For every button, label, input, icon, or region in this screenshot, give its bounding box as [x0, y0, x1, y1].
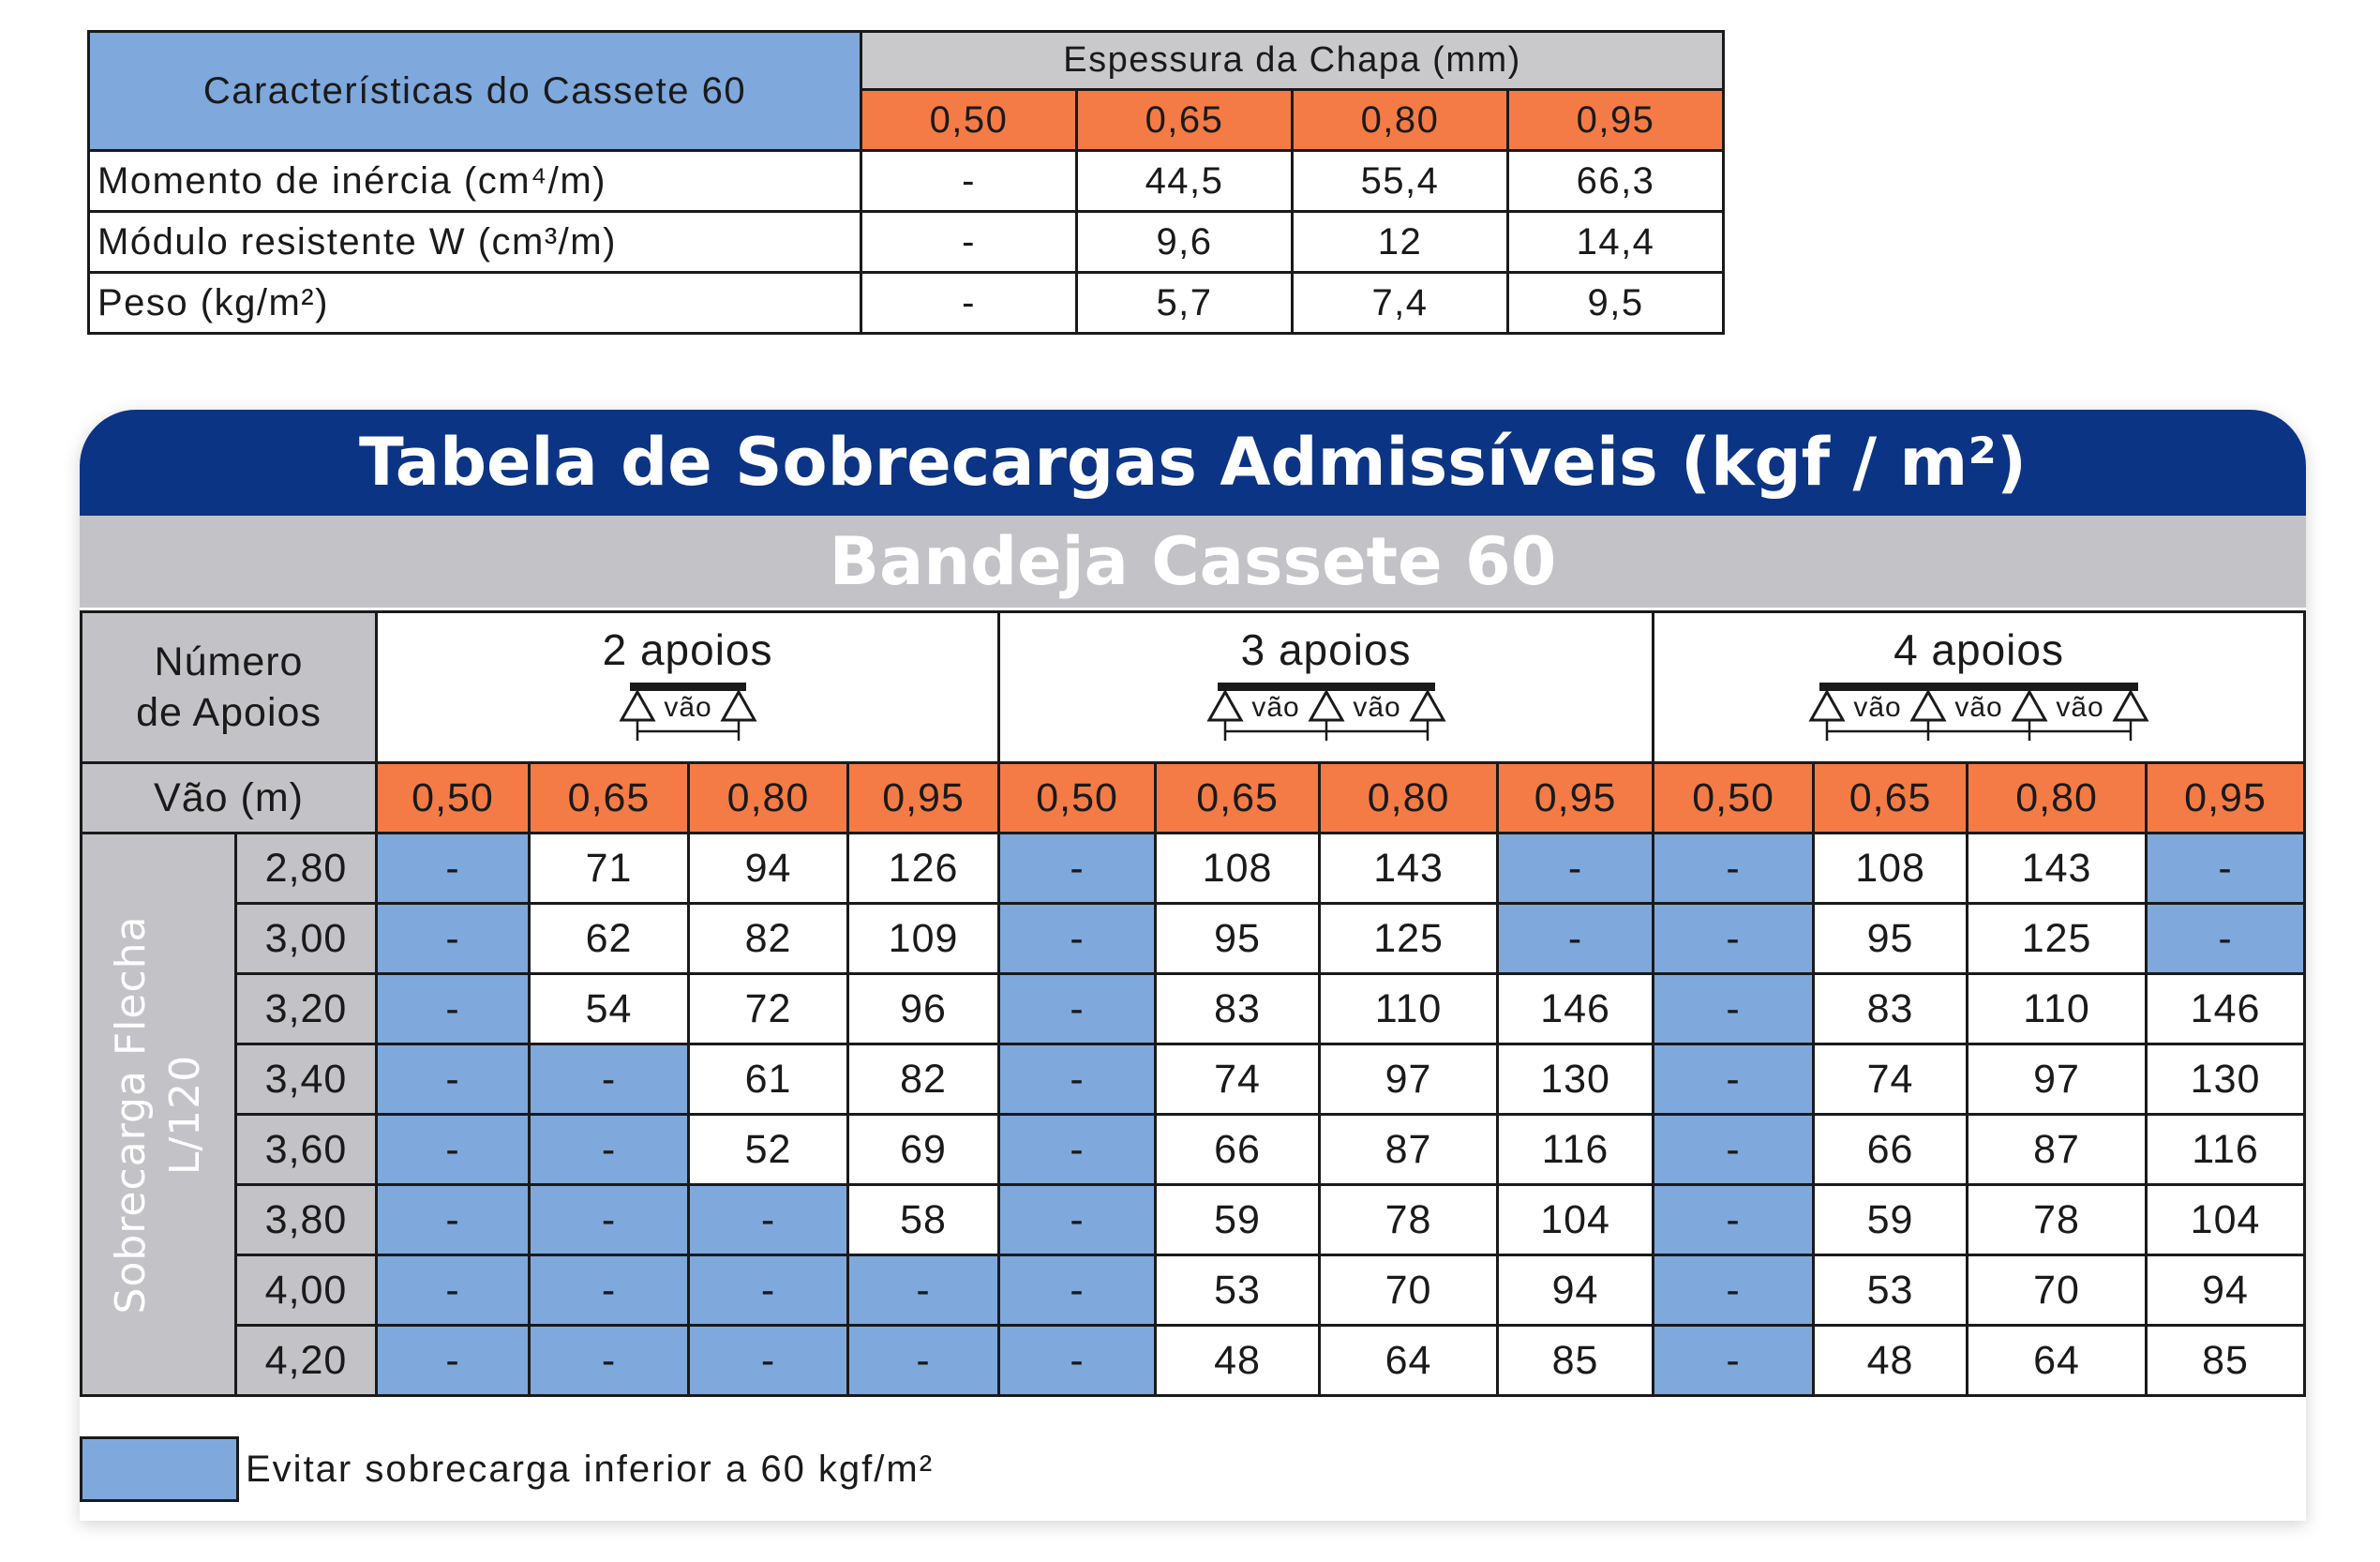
load-value-cell: 125	[1968, 904, 2147, 974]
load-value-cell: -	[1654, 834, 1814, 904]
load-value-cell: -	[377, 1044, 530, 1115]
load-value-cell: 104	[2147, 1185, 2305, 1255]
load-value-cell: -	[689, 1255, 848, 1326]
span-word-label: vão	[1250, 692, 1300, 723]
load-value-cell: -	[1654, 974, 1814, 1044]
load-value-cell: 48	[1814, 1326, 1968, 1396]
span-value: 3,40	[236, 1044, 377, 1115]
thickness-header: 0,65	[1077, 90, 1293, 151]
load-value-cell: -	[999, 1044, 1156, 1115]
load-value-cell: -	[377, 904, 530, 974]
load-value-cell: -	[377, 1115, 530, 1185]
side-label-line: L/120	[161, 1054, 209, 1175]
row-label: Módulo resistente W (cm³/m)	[89, 212, 861, 273]
load-value-cell: 64	[1320, 1326, 1498, 1396]
load-value-cell: 78	[1320, 1185, 1498, 1255]
support-triangle-icon	[621, 692, 653, 720]
span-value: 3,20	[236, 974, 377, 1044]
span-word-label: vão	[1352, 692, 1401, 723]
load-value-cell: -	[530, 1255, 689, 1326]
side-label-cell	[82, 834, 236, 1396]
load-value-cell: -	[999, 974, 1156, 1044]
load-value-cell: -	[1498, 834, 1654, 904]
load-value-cell: 125	[1320, 904, 1498, 974]
side-label	[104, 915, 213, 1314]
load-value-cell: 96	[848, 974, 999, 1044]
beam-shape	[1819, 683, 2138, 691]
load-value-cell: 94	[1498, 1255, 1654, 1326]
load-value-cell: -	[848, 1255, 999, 1326]
load-value-cell: 85	[1498, 1326, 1654, 1396]
row-label: Momento de inércia (cm⁴/m)	[89, 151, 861, 212]
load-value-cell: -	[1654, 1255, 1814, 1326]
load-value-cell: 72	[689, 974, 848, 1044]
load-value-cell: 85	[2147, 1326, 2305, 1396]
load-value-cell: -	[999, 1255, 1156, 1326]
load-value-cell: -	[377, 834, 530, 904]
load-value-cell: 146	[2147, 974, 2305, 1044]
characteristics-table	[87, 30, 1725, 335]
table-row	[82, 1044, 2305, 1115]
load-value-cell: 83	[1156, 974, 1320, 1044]
characteristics-title: Características do Cassete 60	[89, 32, 861, 151]
load-value-cell: 126	[848, 834, 999, 904]
table-cell: 55,4	[1293, 151, 1508, 212]
load-value-cell: 66	[1156, 1115, 1320, 1185]
support-diagram-icon	[1808, 679, 2149, 744]
load-value-cell: 94	[2147, 1255, 2305, 1326]
load-value-cell: 54	[530, 974, 689, 1044]
load-value-cell: 53	[1156, 1255, 1320, 1326]
span-value: 3,60	[236, 1115, 377, 1185]
load-value-cell: 108	[1814, 834, 1968, 904]
load-value-cell: 110	[1968, 974, 2147, 1044]
load-value-cell: 104	[1498, 1185, 1654, 1255]
table-row	[82, 834, 2305, 904]
load-table-title: Tabela de Sobrecargas Admissíveis (kgf / m²)	[80, 410, 2306, 516]
load-value-cell: 69	[848, 1115, 999, 1185]
load-value-cell: -	[377, 974, 530, 1044]
load-value-cell: 70	[1320, 1255, 1498, 1326]
thickness-header: 0,95	[1498, 763, 1654, 834]
table-cell: 44,5	[1077, 151, 1293, 212]
table-row	[89, 151, 1724, 212]
number-of-supports-line: de Apoios	[136, 690, 322, 735]
load-value-cell: -	[377, 1255, 530, 1326]
load-value-cell: 116	[1498, 1115, 1654, 1185]
load-value-cell: 95	[1814, 904, 1968, 974]
number-of-supports-line: Número	[154, 639, 304, 684]
load-value-cell: -	[1654, 1115, 1814, 1185]
support-triangle-icon	[1209, 692, 1241, 720]
thickness-header: 0,50	[999, 763, 1156, 834]
load-value-cell: 52	[689, 1115, 848, 1185]
table-row	[82, 974, 2305, 1044]
support-group-header	[1654, 612, 2305, 763]
load-value-cell: 61	[689, 1044, 848, 1115]
table-cell: 9,5	[1508, 273, 1724, 334]
load-value-cell: 62	[530, 904, 689, 974]
thickness-header: 0,80	[1968, 763, 2147, 834]
load-value-cell: -	[689, 1326, 848, 1396]
support-group-label: 4 apoios	[1894, 625, 2064, 674]
span-word-label: vão	[2056, 692, 2104, 723]
load-value-cell: 74	[1814, 1044, 1968, 1115]
load-value-cell: -	[2147, 904, 2305, 974]
load-value-cell: 146	[1498, 974, 1654, 1044]
load-value-cell: -	[2147, 834, 2305, 904]
thickness-header: 0,95	[848, 763, 999, 834]
load-value-cell: 109	[848, 904, 999, 974]
span-header: Vão (m)	[82, 763, 377, 834]
load-value-cell: -	[1654, 904, 1814, 974]
table-cell: 7,4	[1293, 273, 1508, 334]
load-value-cell: 143	[1968, 834, 2147, 904]
load-value-cell: 64	[1968, 1326, 2147, 1396]
thickness-header: 0,80	[1320, 763, 1498, 834]
load-value-cell: 82	[848, 1044, 999, 1115]
span-value: 4,00	[236, 1255, 377, 1326]
thickness-header: 0,50	[377, 763, 530, 834]
load-value-cell: 97	[1968, 1044, 2147, 1115]
load-value-cell: -	[377, 1185, 530, 1255]
span-word-label: vão	[663, 692, 712, 723]
table-cell: 66,3	[1508, 151, 1724, 212]
load-value-cell: 110	[1320, 974, 1498, 1044]
thickness-header: 0,95	[2147, 763, 2305, 834]
load-value-cell: -	[999, 1115, 1156, 1185]
support-group-label: 2 apoios	[602, 625, 773, 674]
support-group-label: 3 apoios	[1240, 625, 1412, 674]
span-value: 2,80	[236, 834, 377, 904]
load-value-cell: 130	[2147, 1044, 2305, 1115]
load-value-cell: 66	[1814, 1115, 1968, 1185]
table-row	[82, 1255, 2305, 1326]
support-triangle-icon	[1811, 692, 1843, 720]
support-triangle-icon	[2115, 692, 2147, 720]
row-label: Peso (kg/m²)	[89, 273, 861, 334]
table-cell: -	[861, 212, 1077, 273]
load-value-cell: -	[999, 1185, 1156, 1255]
thickness-header: 0,65	[530, 763, 689, 834]
thickness-header: 0,95	[1508, 90, 1724, 151]
load-value-cell: 53	[1814, 1255, 1968, 1326]
support-triangle-icon	[1412, 692, 1444, 720]
load-value-cell: -	[999, 834, 1156, 904]
load-table-panel	[80, 410, 2306, 1521]
span-value: 4,20	[236, 1326, 377, 1396]
thickness-header: 0,80	[1293, 90, 1508, 151]
load-value-cell: 74	[1156, 1044, 1320, 1115]
support-diagram-icon	[619, 679, 757, 744]
load-value-cell: 87	[1968, 1115, 2147, 1185]
load-value-cell: 130	[1498, 1044, 1654, 1115]
table-row	[82, 1185, 2305, 1255]
side-label-line: Sobrecarga Flecha	[107, 915, 155, 1314]
load-value-cell: -	[530, 1326, 689, 1396]
load-value-cell: 48	[1156, 1326, 1320, 1396]
load-value-cell: 83	[1814, 974, 1968, 1044]
load-value-cell: -	[377, 1326, 530, 1396]
thickness-header: 0,80	[689, 763, 848, 834]
thickness-header: 0,50	[861, 90, 1077, 151]
legend-text: Evitar sobrecarga inferior a 60 kgf/m²	[246, 1449, 935, 1490]
load-value-cell: 116	[2147, 1115, 2305, 1185]
table-cell: -	[861, 151, 1077, 212]
span-word-label: vão	[1853, 692, 1902, 723]
number-of-supports-header	[82, 612, 377, 763]
load-value-cell: -	[1654, 1326, 1814, 1396]
thickness-group-header: Espessura da Chapa (mm)	[861, 32, 1724, 90]
load-value-cell: -	[530, 1115, 689, 1185]
span-value: 3,00	[236, 904, 377, 974]
beam-shape	[630, 683, 746, 691]
table-row	[82, 1115, 2305, 1185]
load-value-cell: -	[530, 1185, 689, 1255]
load-value-cell: 78	[1968, 1185, 2147, 1255]
table-row	[82, 1326, 2305, 1396]
support-triangle-icon	[1310, 692, 1342, 720]
load-value-cell: 82	[689, 904, 848, 974]
load-value-cell: 71	[530, 834, 689, 904]
support-diagram-icon	[1206, 679, 1446, 744]
load-value-cell: -	[530, 1044, 689, 1115]
table-row	[89, 212, 1724, 273]
load-value-cell: -	[1654, 1185, 1814, 1255]
support-group-header	[999, 612, 1654, 763]
table-cell: 5,7	[1077, 273, 1293, 334]
load-value-cell: -	[1498, 904, 1654, 974]
load-table	[80, 610, 2306, 1397]
load-value-cell: 108	[1156, 834, 1320, 904]
load-value-cell: 70	[1968, 1255, 2147, 1326]
table-cell: 9,6	[1077, 212, 1293, 273]
table-row	[82, 904, 2305, 974]
load-value-cell: -	[1654, 1044, 1814, 1115]
table-row	[89, 273, 1724, 334]
load-value-cell: 59	[1156, 1185, 1320, 1255]
load-value-cell: -	[999, 1326, 1156, 1396]
table-cell: -	[861, 273, 1077, 334]
load-value-cell: -	[689, 1185, 848, 1255]
load-table-subtitle: Bandeja Cassete 60	[80, 516, 2306, 608]
span-value: 3,80	[236, 1185, 377, 1255]
thickness-header: 0,65	[1156, 763, 1320, 834]
load-value-cell: 58	[848, 1185, 999, 1255]
load-value-cell: -	[999, 904, 1156, 974]
load-value-cell: 94	[689, 834, 848, 904]
table-cell: 14,4	[1508, 212, 1724, 273]
support-triangle-icon	[723, 692, 755, 720]
legend-swatch	[80, 1436, 239, 1502]
span-word-label: vão	[1954, 692, 2003, 723]
load-value-cell: 97	[1320, 1044, 1498, 1115]
load-value-cell: 143	[1320, 834, 1498, 904]
thickness-header: 0,50	[1654, 763, 1814, 834]
thickness-header: 0,65	[1814, 763, 1968, 834]
load-value-cell: 95	[1156, 904, 1320, 974]
support-triangle-icon	[1912, 692, 1944, 720]
support-triangle-icon	[2013, 692, 2045, 720]
load-value-cell: 87	[1320, 1115, 1498, 1185]
load-value-cell: -	[848, 1326, 999, 1396]
table-cell: 12	[1293, 212, 1508, 273]
support-group-header	[377, 612, 999, 763]
load-value-cell: 59	[1814, 1185, 1968, 1255]
